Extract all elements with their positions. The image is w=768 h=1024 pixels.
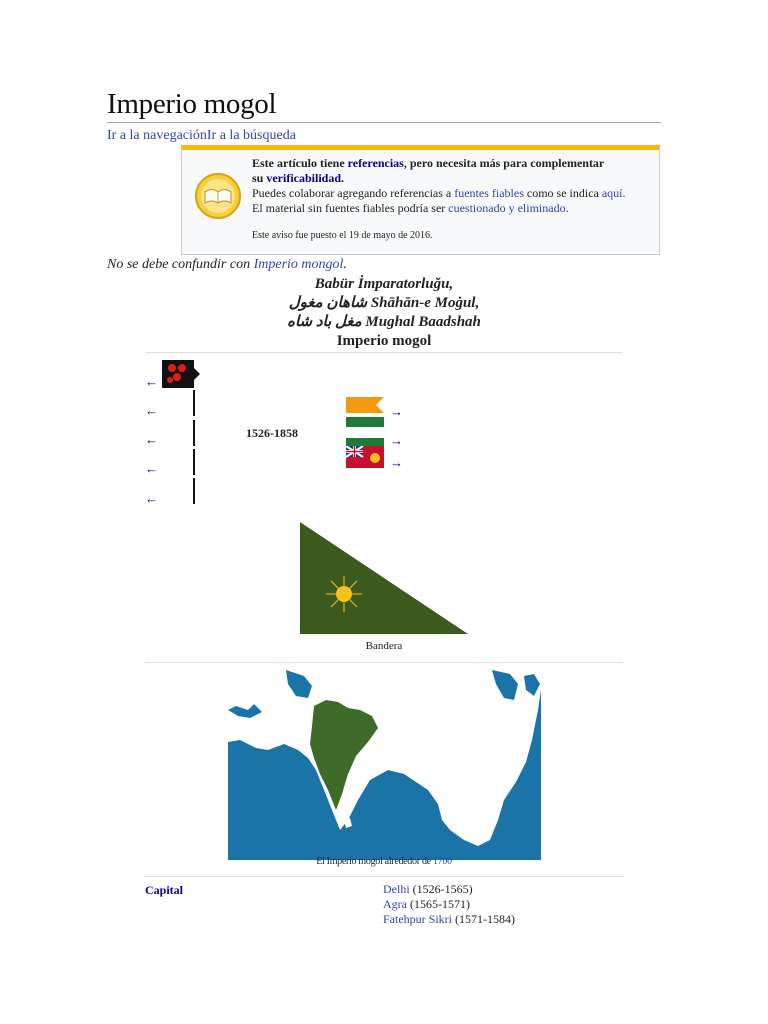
successor-flag-icon[interactable] [346,397,384,427]
native-name: Babür İmparatorluğu, [314,276,454,292]
flag-caption: Bandera [365,640,403,652]
native-name: شاهان مغول Shāhān-e Moġul, [288,295,480,311]
empire-map-image[interactable] [228,670,541,860]
predecessor-arrow[interactable]: ← [145,374,158,389]
successor-flag-icon[interactable] [346,435,384,445]
successor-arrow[interactable]: → [390,455,403,470]
hatnote: No se debe confundir con Imperio mongol. [107,257,347,272]
verifiability-link[interactable]: verificabilidad [266,171,342,185]
challenged-removed-link[interactable]: cuestionado y eliminado [448,201,566,215]
capital-link-agra[interactable]: Agra [383,897,407,911]
jump-to-navigation-link[interactable]: Ir a la navegación [107,128,207,143]
predecessor-flag-pole [193,420,195,446]
native-name: مغل باد شاه Mughal Baadshah [287,314,481,330]
here-link[interactable]: aquí [601,186,623,200]
references-link[interactable]: referencias [347,156,404,170]
mughal-flag-image[interactable] [300,522,468,634]
successor-arrow[interactable]: → [390,433,403,448]
predecessor-arrow[interactable]: ← [145,432,158,447]
infobox-divider [145,876,623,877]
capital-label: Capital [145,883,184,897]
capital-item: Agra (1565-1571) [383,897,470,911]
capital-list [383,882,515,927]
year-1700-link[interactable]: 1700 [432,856,452,867]
notice-text: Este artículo tiene referencias, pero necesita más para complementar su verificabilidad. Puedes colaborar agregando referencias a fuentes fiables como se indica aquí. El material sin fuentes fiables podría ser cuestionado y eliminado. [252,156,626,215]
british-india-flag-icon[interactable] [346,446,384,468]
capital-link-delhi[interactable]: Delhi [383,882,410,896]
reliable-sources-link[interactable]: fuentes fiables [454,186,524,200]
years-span: 1526-1858 [246,426,298,440]
predecessor-flag-pole [193,390,195,416]
title-divider [107,122,661,123]
predecessor-arrow[interactable]: ← [145,491,158,506]
predecessor-flag-pole [193,449,195,475]
successor-arrow[interactable]: → [390,404,403,419]
capital-item: Delhi (1526-1565) [383,882,473,896]
capital-link-fatehpur-sikri[interactable]: Fatehpur Sikri [383,912,452,926]
predecessor-flag-icon[interactable] [162,360,202,388]
capital-item: Fatehpur Sikri (1571-1584) [383,912,515,926]
native-names [145,275,623,332]
notice-date: Este aviso fue puesto el 19 de mayo de 2016. [252,230,433,241]
mongol-empire-link[interactable]: Imperio mongol [253,257,344,272]
infobox-title: Imperio mogol [336,333,432,349]
book-icon [194,172,242,220]
infobox-divider [145,352,623,353]
jump-to-search-link[interactable]: Ir a la búsqueda [206,128,296,143]
jump-links [107,128,296,144]
map-caption: El Imperio mogol alrededor de 1700 [316,856,452,867]
predecessor-arrow[interactable]: ← [145,403,158,418]
infobox-divider [145,662,623,663]
predecessor-flag-pole [193,478,195,504]
references-notice-box [181,145,660,255]
page-title: Imperio mogol [107,88,277,120]
predecessor-arrow[interactable]: ← [145,461,158,476]
